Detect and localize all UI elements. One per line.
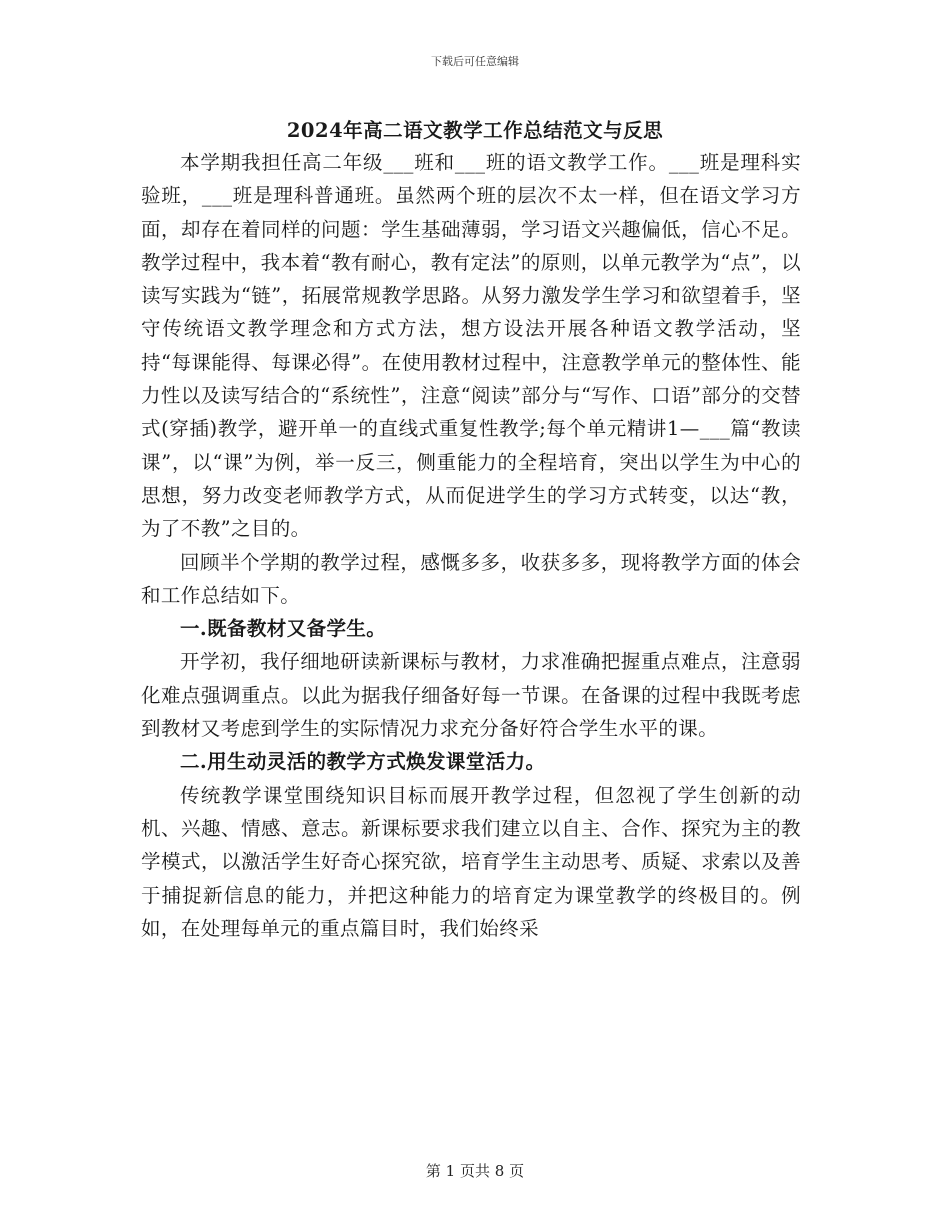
section-2-heading: 二.用生动灵活的教学方式焕发课堂活力。	[180, 750, 546, 774]
section-1-heading: 一.既备教材又备学生。	[180, 617, 387, 641]
summary-paragraph: 回顾半个学期的教学过程，感慨多多，收获多多，现将教学方面的体会和工作总结如下。	[141, 550, 801, 607]
section-1-paragraph: 开学初，我仔细地研读新课标与教材，力求准确把握重点难点，注意弱化难点强调重点。以此为据我仔细备好每一节课。在备课的过程中我既考虑到教材又考虑到学生的实际情况力求充分备好符合学生水平的课。	[141, 650, 801, 741]
page-header-note: 下载后可任意编辑	[431, 55, 519, 68]
page-number: 第 1 页共 8 页	[425, 1162, 525, 1180]
section-2-paragraph: 传统教学课堂围绕知识目标而展开教学过程，但忽视了学生创新的动机、兴趣、情感、意志。新课标要求我们建立以自主、合作、探究为主的教学模式，以激活学生好奇心探究欲，培育学生主动思考、质疑、求索以及善于捕捉新信息的能力，并把这种能力的培育定为课堂教学的终极目的。例如，在处理每单元的重点篇目时，我们始终采	[141, 783, 801, 940]
document-title: 2024年高二语文教学工作总结范文与反思	[286, 119, 664, 142]
document-body	[141, 146, 801, 945]
intro-paragraph: 本学期我担任高二年级___班和___班的语文教学工作。___班是理科实验班，___班是理科普通班。虽然两个班的层次不太一样，但在语文学习方面，却存在着同样的问题：学生基础薄弱，学习语文兴趣偏低，信心不足。教学过程中，我本着“教有耐心，教有定法”的原则，以单元教学为“点”，以读写实践为“链”，拓展常规教学思路。从努力激发学生学习和欲望着手，坚守传统语文教学理念和方式方法，想方设法开展各种语文教学活动，坚持“每课能得、每课必得”。在使用教材过程中，注意教学单元的整体性、能力性以及读写结合的“系统性”，注意“阅读”部分与“写作、口语”部分的交替式(穿插)教学，避开单一的直线式重复性教学;每个单元精讲1—___篇“教读课”，以“课”为例，举一反三，侧重能力的全程培育，突出以学生为中心的思想，努力改变老师教学方式，从而促进学生的学习方式转变，以达“教，为了不教”之目的。	[141, 151, 801, 541]
